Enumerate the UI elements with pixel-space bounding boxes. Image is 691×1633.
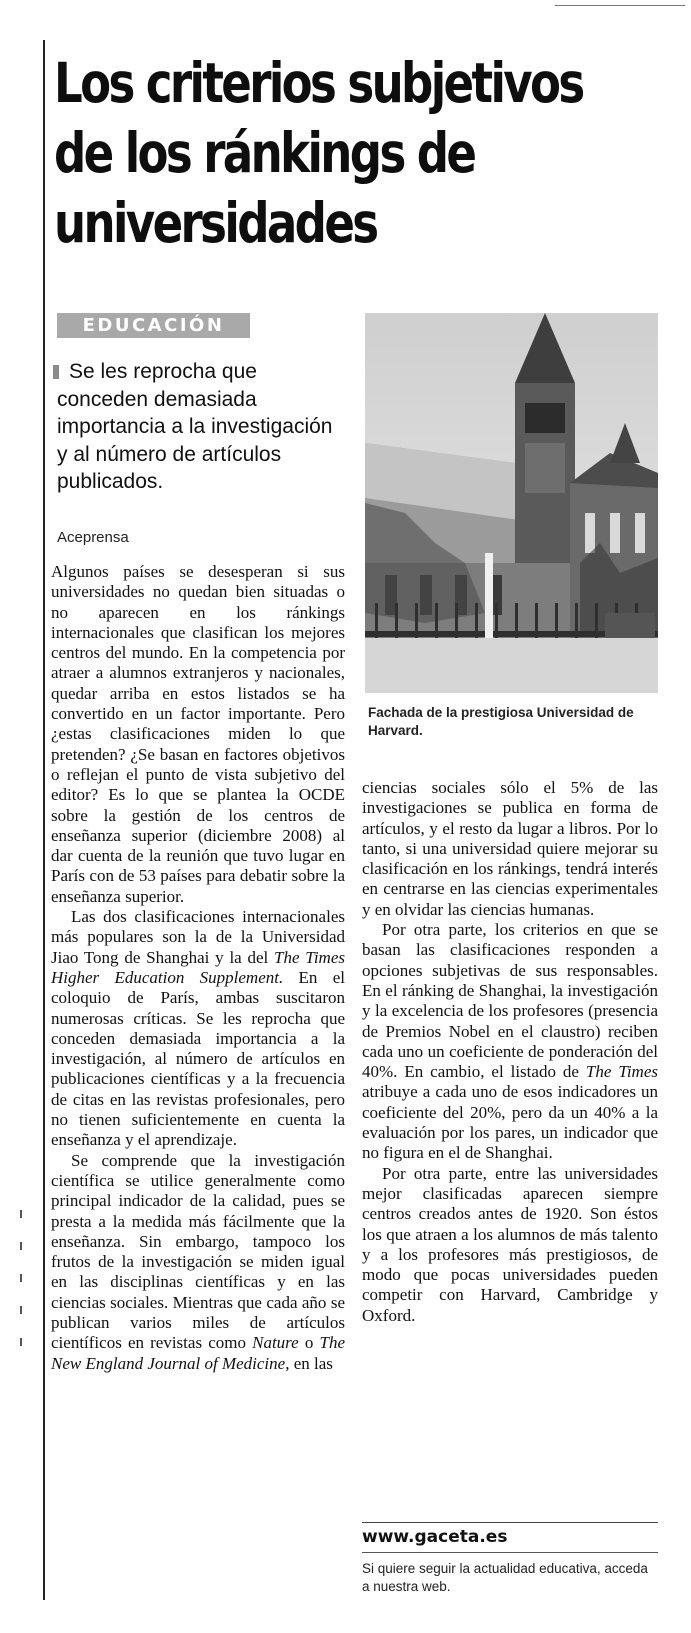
text-run: o [298,1333,320,1353]
section-tag: EDUCACIÓN [57,313,250,338]
text-run: , en las [285,1353,333,1373]
publication-title: Nature [252,1333,299,1353]
paragraph [51,907,345,1151]
text-run: atribuye a cada uno de esos indicadores un coeficiente del 20%, pero da un 40% a la evaluación por los pares, un indicador que no figura en el de Shanghai. [362,1082,658,1163]
publication-title: The Times Higher Education Supplement. [51,947,345,987]
top-rule [555,5,685,6]
deck-subheadline: Se les reprocha que conceden demasiada importancia a la investigación y al número de artículos publicados. [57,360,333,493]
text-run: Las dos clasificaciones internacionales más populares son la de la Universidad Jiao Tong de Shanghai y la del [51,907,345,967]
paragraph: ciencias sociales sólo el 5% de las investigaciones se publica en forma de artículos, y el resto da lugar a libros. Por lo tanto, si una universidad quiere mejorar su clasificación en los ránkings, tendrá interés en centrarse en las ciencias experimentales y en olvidar las ciencias humanas. [362,778,658,919]
building-photo-icon [365,313,658,693]
margin-scan-marks [20,1210,32,1370]
publication-title: The Times [585,1062,658,1082]
scan-mark [20,1274,22,1282]
text-run: Se comprende que la investigación científica se utilice generalmente como principal indicador de la calidad, pues se presta a la medida más fácilmente que la enseñanza. Sin embargo, tampoco los frutos de la investigación se miden igual en las disciplinas científicas y en las ciencias sociales. Mientras que cada año se publican varios miles de artículos científicos en revistas como [51,1150,345,1353]
text-run: Por otra parte, los criterios en que se basan las clasificaciones responden a opciones subjetivas de sus responsables. En el ránking de Shanghai, la investigación y la excelencia de los profesores (presencia de Premios Nobel en el claustro) reciben cada uno un coeficiente de ponderación del 40%. En cambio, el listado de [362,920,658,1082]
paragraph: Por otra parte, entre las universidades mejor clasificadas aparecen siempre centros creados antes de 1920. Son éstos los que atraen a los alumnos de más talento y a los profesores más prestigiosos, de modo que pocas universidades pueden competir con Harvard, Cambridge y Oxford. [362,1163,658,1325]
byline: Aceprensa [57,529,129,546]
column-rule [43,40,45,1600]
website-link[interactable]: www.gaceta.es [362,1527,508,1547]
paragraph [51,1151,345,1374]
headline-line-2: de los ránkings de [54,121,475,185]
headline [54,48,583,258]
headline-line-1: Los criterios subjetivos [54,51,583,115]
paragraph [362,920,658,1164]
scan-mark [20,1242,22,1250]
photo-caption: Fachada de la prestigiosa Universidad de Harvard. [368,705,634,738]
paragraph: Algunos países se desesperan si sus universidades no quedan bien situadas o no aparecen en los ránkings internacionales que clasifican los mejores centros del mundo. En la competencia por atraer a alumnos extranjeros y nacionales, quedar arriba en estos listados se ha convertido en un factor importante. Pero ¿estas clasificaciones miden lo que pretenden? ¿Se basan en factores objetivos o reflejan el punto de vista subjetivo del editor? Es lo que se plantea la OCDE sobre la gestión de los centros de enseñanza superior (diciembre 2008) al dar cuenta de la reunión que tuvo lugar en París con de 53 países para debatir sobre la enseñanza superior. [51,562,345,906]
scan-mark [20,1338,22,1346]
web-box-rule [362,1552,658,1553]
website-note: Si quiere seguir la actualidad educativa, acceda a nuestra web. [362,1561,648,1594]
article-column-2 [362,778,658,1326]
scan-mark [20,1210,22,1218]
publication-title: The New England Journal of Medicine [51,1333,345,1373]
headline-line-3: universidades [54,191,377,255]
scan-mark [20,1306,22,1314]
web-box-rule-top [362,1522,658,1523]
harvard-photo [365,313,658,693]
article-column-1 [51,562,345,1374]
text-run: En el coloquio de París, ambas suscitaron numerosas críticas. Se les reprocha que conceden demasiada importancia a la investigación, al número de artículos en publicaciones científicas y a la frecuencia de citas en las revistas profesionales, pero no tienen suficientemente en cuenta la enseñanza y el aprendizaje. [51,967,345,1150]
